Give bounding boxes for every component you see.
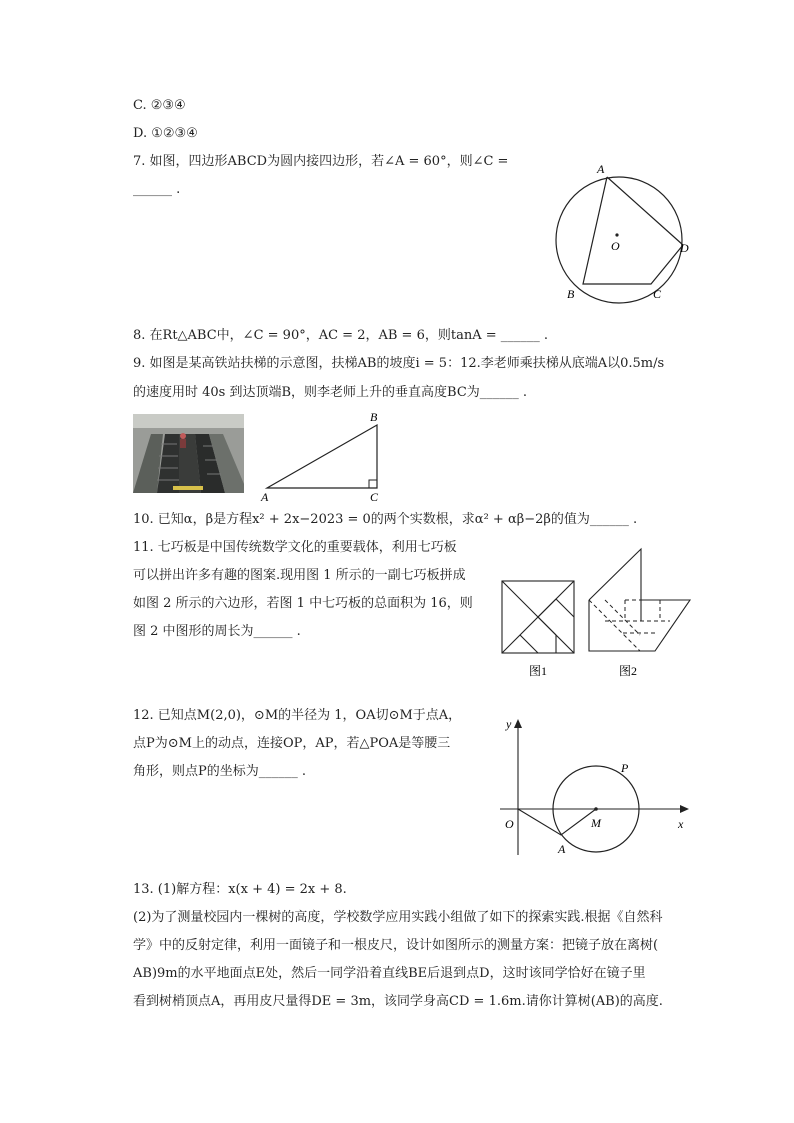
question-11-line-1: 11. 七巧板是中国传统数学文化的重要载体，利用七巧板 (133, 540, 457, 555)
figure-1-caption: 图1 (529, 664, 548, 678)
cyclic-quadrilateral-figure (545, 155, 705, 305)
question-13-line-1: 13. (1)解方程：x(x + 4) = 2x + 8. (133, 882, 347, 897)
option-d: D. ①②③④ (133, 126, 198, 141)
question-12-line-3: 角形，则点P的坐标为______ . (133, 764, 307, 779)
coordinate-circle-figure (495, 710, 700, 860)
slope-b-label: B (370, 410, 378, 424)
question-13-line-5: 看到树梢顶点A，再用皮尺量得DE = 3m，该同学身高CD = 1.6m.请你计算树(AB)的高度. (133, 994, 663, 1009)
escalator-photo (133, 414, 244, 493)
question-12-line-2: 点P为⊙M上的动点，连接OP，AP，若△POA是等腰三 (133, 736, 451, 751)
option-c: C. ②③④ (133, 98, 186, 113)
question-13-line-4: AB)9m的水平地面点E处，然后一同学沿着直线BE后退到点D，这时该同学恰好在镜子里 (133, 966, 646, 981)
question-8: 8. 在Rt△ABC中，∠C = 90°，AC = 2，AB = 6，则tanA = ______ . (133, 328, 549, 343)
tangram-square (502, 581, 574, 653)
vertex-a-label: A (597, 162, 605, 176)
origin-o-label: O (505, 817, 514, 831)
question-11-line-2: 可以拼出许多有趣的图案.现用图 1 所示的一副七巧板拼成 (133, 568, 466, 583)
x-axis-label: x (678, 817, 684, 831)
slope-c-label: C (370, 490, 379, 504)
question-7-line-1: 7. 如图，四边形ABCD为圆内接四边形，若∠A = 60°，则∠C = (133, 154, 509, 169)
question-10: 10. 已知α，β是方程x² + 2x−2023 = 0的两个实数根，求α² + αβ−2β的值为______ . (133, 512, 638, 527)
question-9-line-1: 9. 如图是某高铁站扶梯的示意图，扶梯AB的坡度i = 5：12.李老师乘扶梯从底端A以0.5m/s (133, 356, 665, 371)
center-m-label: M (591, 816, 601, 830)
question-13-line-2: (2)为了测量校园内一棵树的高度，学校数学应用实践小组做了如下的探索实践.根据《自然科 (133, 910, 663, 925)
y-axis-label: y (506, 717, 512, 731)
tangram-figure (495, 545, 695, 685)
slope-a-label: A (261, 490, 269, 504)
question-7-line-2: ______ . (133, 182, 181, 197)
question-11-line-4: 图 2 中图形的周长为______ . (133, 624, 301, 639)
question-11-line-3: 如图 2 所示的六边形，若图 1 中七巧板的总面积为 16，则 (133, 596, 473, 611)
question-9-line-2: 的速度用时 40s 到达顶端B，则李老师上升的垂直高度BC为______ . (133, 385, 528, 400)
vertex-c-label: C (653, 287, 662, 301)
escalator-slope-figure (255, 405, 390, 505)
question-12-line-1: 12. 已知点M(2,0)，⊙M的半径为 1，OA切⊙M于点A， (133, 708, 462, 723)
vertex-d-label: D (680, 241, 689, 255)
center-o-label: O (611, 239, 620, 253)
question-13-line-3: 学》中的反射定律，利用一面镜子和一根皮尺，设计如图所示的测量方案：把镜子放在离树( (133, 938, 659, 953)
vertex-b-label: B (567, 287, 575, 301)
tangent-point-a-label: A (558, 842, 566, 856)
point-p-label: P (621, 761, 629, 775)
figure-2-caption: 图2 (619, 664, 638, 678)
